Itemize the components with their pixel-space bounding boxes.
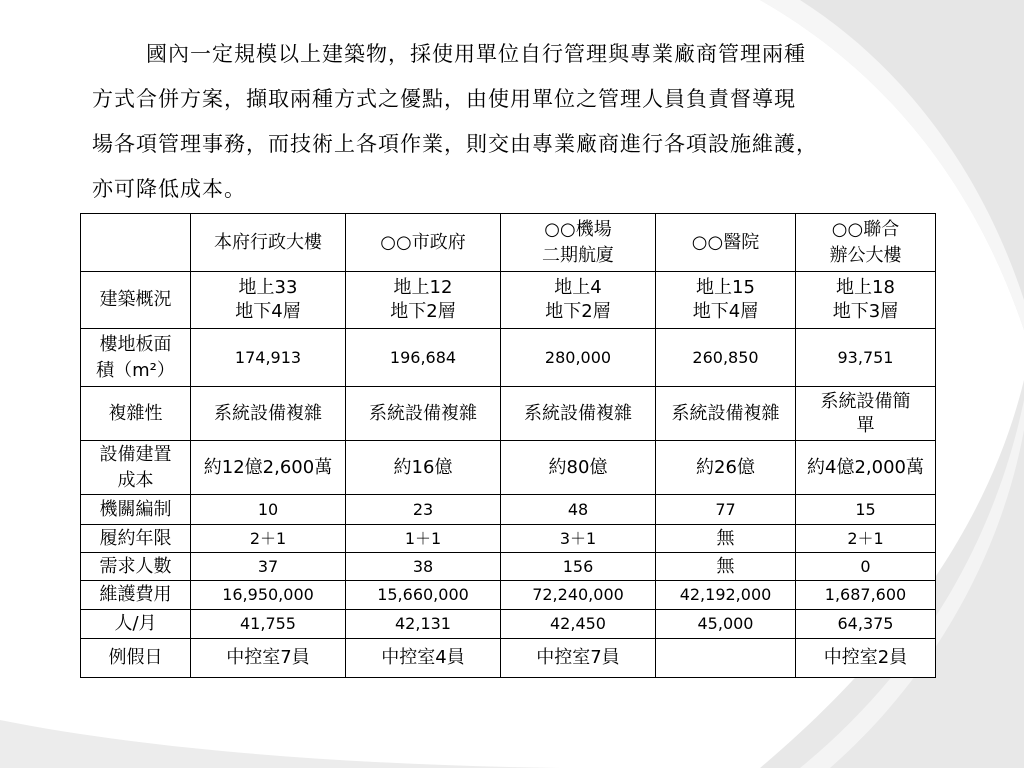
table-cell: 280,000: [501, 329, 656, 387]
table-cell: 42,131: [346, 610, 501, 639]
row-label: 機關編制: [81, 495, 191, 525]
table-cell: 45,000: [656, 610, 796, 639]
row-label: 人/月: [81, 610, 191, 639]
table-cell: 系統設備複雜: [346, 387, 501, 441]
table-cell: 約4億2,000萬: [796, 441, 936, 495]
table-cell: 系統設備複雜: [191, 387, 346, 441]
row-label: 維護費用: [81, 581, 191, 610]
column-header: ○○機場 二期航廈: [501, 214, 656, 272]
table-header-row: [81, 214, 936, 272]
row-label: 建築概況: [81, 272, 191, 329]
table-cell: [656, 639, 796, 678]
table-cell: 0: [796, 553, 936, 581]
table-cell: 174,913: [191, 329, 346, 387]
column-header: ○○市政府: [346, 214, 501, 272]
column-header: ○○醫院: [656, 214, 796, 272]
table-cell: 約80億: [501, 441, 656, 495]
table-cell: 16,950,000: [191, 581, 346, 610]
table-cell: 地上15 地下4層: [656, 272, 796, 329]
table-cell: 約16億: [346, 441, 501, 495]
paragraph-line: 場各項管理事務，而技術上各項作業，則交由專業廠商進行各項設施維護，: [92, 132, 818, 156]
row-label: 複雜性: [81, 387, 191, 441]
table-cell: 77: [656, 495, 796, 525]
row-label: 例假日: [81, 639, 191, 678]
intro-paragraph: [92, 32, 952, 212]
table-cell: 37: [191, 553, 346, 581]
corner-cell: [81, 214, 191, 272]
table-cell: 無: [656, 525, 796, 553]
table-cell: 10: [191, 495, 346, 525]
table-cell: 93,751: [796, 329, 936, 387]
table-row: [81, 329, 936, 387]
table-row: [81, 525, 936, 553]
table-cell: 地上33 地下4層: [191, 272, 346, 329]
table-row: [81, 639, 936, 678]
table-cell: 260,850: [656, 329, 796, 387]
row-label: 樓地板面 積（m²）: [81, 329, 191, 387]
table-cell: 2＋1: [191, 525, 346, 553]
table-cell: 15: [796, 495, 936, 525]
table-cell: 15,660,000: [346, 581, 501, 610]
table-cell: 1＋1: [346, 525, 501, 553]
table-row: [81, 495, 936, 525]
row-label: 需求人數: [81, 553, 191, 581]
table-cell: 1,687,600: [796, 581, 936, 610]
table-cell: 156: [501, 553, 656, 581]
table-row: [81, 553, 936, 581]
table-cell: 無: [656, 553, 796, 581]
comparison-table: [80, 213, 936, 678]
table-cell: 中控室4員: [346, 639, 501, 678]
table-row: [81, 272, 936, 329]
column-header: ○○聯合 辦公大樓: [796, 214, 936, 272]
table-cell: 38: [346, 553, 501, 581]
table-cell: 約12億2,600萬: [191, 441, 346, 495]
table-cell: 41,755: [191, 610, 346, 639]
table-cell: 地上4 地下2層: [501, 272, 656, 329]
table-cell: 2＋1: [796, 525, 936, 553]
table-cell: 系統設備複雜: [656, 387, 796, 441]
table-cell: 約26億: [656, 441, 796, 495]
paragraph-line: 亦可降低成本。: [92, 177, 246, 201]
table-cell: 72,240,000: [501, 581, 656, 610]
table-cell: 系統設備複雜: [501, 387, 656, 441]
table-cell: 23: [346, 495, 501, 525]
table-cell: 地上18 地下3層: [796, 272, 936, 329]
table-cell: 196,684: [346, 329, 501, 387]
table-cell: 中控室7員: [191, 639, 346, 678]
table-cell: 地上12 地下2層: [346, 272, 501, 329]
table-cell: 48: [501, 495, 656, 525]
paragraph-line: 方式合併方案，擷取兩種方式之優點，由使用單位之管理人員負責督導現: [92, 87, 796, 111]
table-cell: 42,450: [501, 610, 656, 639]
table-cell: 64,375: [796, 610, 936, 639]
table-cell: 系統設備簡 單: [796, 387, 936, 441]
row-label: 履約年限: [81, 525, 191, 553]
row-label: 設備建置 成本: [81, 441, 191, 495]
table-cell: 3＋1: [501, 525, 656, 553]
table-cell: 42,192,000: [656, 581, 796, 610]
column-header: 本府行政大樓: [191, 214, 346, 272]
table-cell: 中控室7員: [501, 639, 656, 678]
table-cell: 中控室2員: [796, 639, 936, 678]
table-row: [81, 581, 936, 610]
table-row: [81, 387, 936, 441]
paragraph-line: 國內一定規模以上建築物，採使用單位自行管理與專業廠商管理兩種: [146, 42, 806, 66]
table-row: [81, 441, 936, 495]
table-row: [81, 610, 936, 639]
